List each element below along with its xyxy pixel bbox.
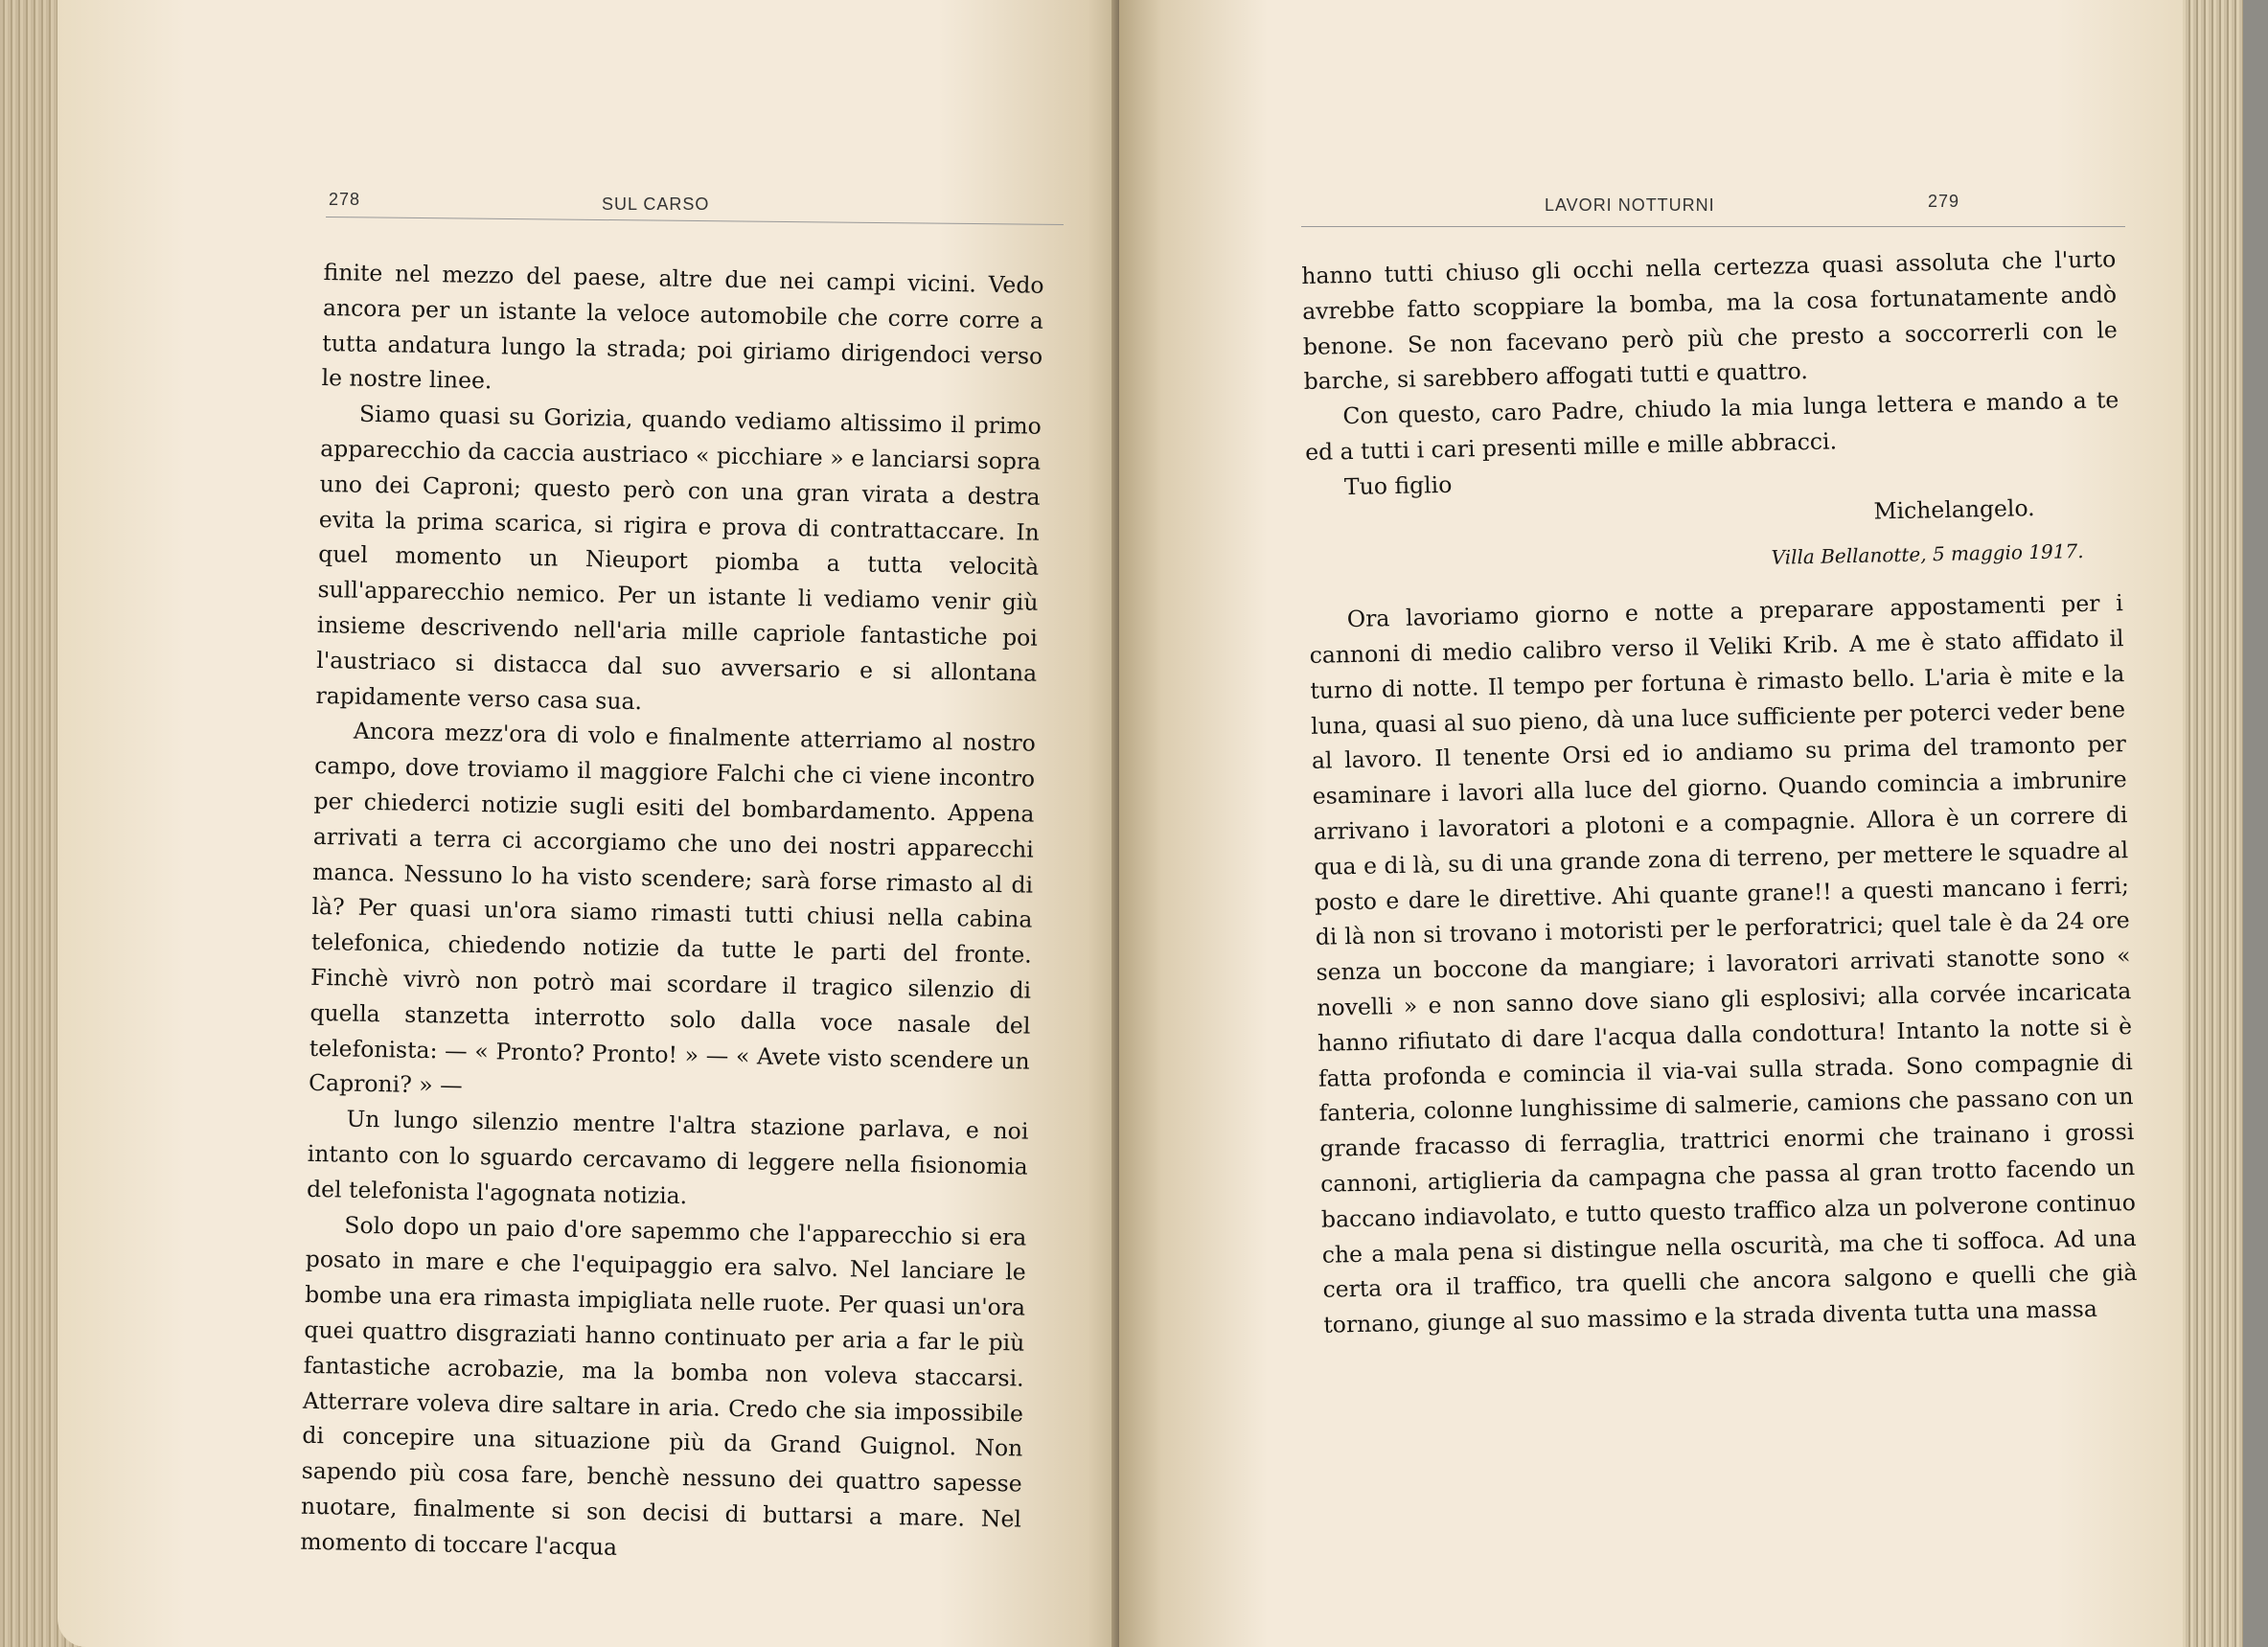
paragraph: Con questo, caro Padre, chiudo la mia lunga lettera e mando a te ed a tutti i cari presenti mille e mille abbracci. [1304, 386, 2119, 466]
left-page [57, 0, 1131, 1647]
right-running-head: LAVORI NOTTURNI [1545, 195, 1715, 215]
signature: Michelangelo. [1873, 493, 2035, 525]
left-page-number: 278 [329, 190, 361, 209]
left-running-head: SUL CARSO [602, 194, 710, 214]
paragraph: Ancora mezz'ora di volo e finalmente atterriamo al nostro campo, dove troviamo il maggiore Falchi che ci viene incontro per chiederci notizie sugli esiti del bombardamento. Appena arrivati a terra ci accorgiamo che uno dei nostri apparecchi manca. Nessuno lo ha visto scendere; sarà forse rimasto al di là? Per quasi un'ora siamo rimasti tutti chiusi nella cabina telefonica, chiedendo notizie da tutte le parti del fronte. Finchè vivrò non potrò mai scordare il tragico silenzio di quella stanzetta interrotto solo dalla voce nasale del telefonista: — « Pronto? Pronto! » — « Avete visto scendere un Caproni? » — [308, 718, 1037, 1100]
paragraph: hanno tutti chiuso gli occhi nella certezza quasi assoluta che l'urto avrebbe fatto scoppiare la bomba, ma la cosa fortunatamente andò benone. Se non facevano però più che presto a soccorrerli con le barche, si sarebbero affogati tutti e quattro. [1301, 245, 2119, 396]
right-body-text [1301, 241, 2139, 1342]
right-page [1119, 0, 2183, 1647]
paragraph: Ora lavoriamo giorno e notte a preparare appostamenti per i cannoni di medio calibro verso il Veliki Krib. A me è stato affidato il turno di notte. Il tempo per fortuna è rimasto bello. L'aria è mite e la luna, quasi al suo pieno, dà una luce sufficiente per poterci veder bene al lavoro. Il tenente Orsi ed io andiamo su prima del tramonto per esaminare i lavori alla luce del giorno. Quando comincia a imbrunire arrivano i lavoratori a plotoni e a compagnie. Allora è un correre di qua e di là, su di una grande zona di terreno, per mettere le squadre al posto e dare le direttive. Ahi quante grane!! a questi mancano i ferri; di là non si trovano i motoristi per le perforatrici; quel tale è da 24 ore senza un boccone da mangiare; i lavoratori arrivati stanotte sono « novelli » e non sanno dove siano gli esplosivi; alla corvée incaricata hanno rifiutato di dare l'acqua dalla condottura! Intanto la notte si è fatta profonda e comincia il via-vai sulla strada. Sono compagnie di fanteria, colonne lunghissime di salmerie, camions che passano con un grande fracasso di ferraglia, trattrici enormi che trainano i grossi cannoni, artiglieria da campagna che passa al gran trotto facendo un baccano indiavolato, e tutto questo traffico alza un polverone continuo che a mala pena si distingue nella oscurità, ma che ti soffoca. Ad una certa ora il traffico, tra quelli che ancora salgono e quelli che già tornano, giunge al suo massimo e la strada diventa tutta una massa [1309, 589, 2138, 1338]
right-head-rule [1301, 226, 2125, 227]
paragraph: Solo dopo un paio d'ore sapemmo che l'apparecchio si era posato in mare e che l'equipaggio era salvo. Nel lanciare le bombe una era rimasta impigliata nelle ruote. Per quasi un'ora quei quattro disgraziati hanno continuato per aria a far le più fantastiche acrobazie, ma la bomba non voleva staccarsi. Atterrare voleva dire saltare in aria. Credo che sia impossibile di concepire una situazione più da Grand Guignol. Non sapendo più cosa fare, benchè nessuno dei quattro sapesse nuotare, finalmente si son decisi di buttarsi a mare. Nel momento di toccare l'acqua [300, 1211, 1027, 1561]
right-page-number: 279 [1928, 192, 1960, 211]
closing: Tuo figlio [1343, 470, 1453, 500]
paragraph: finite nel mezzo del paese, altre due nei campi vicini. Vedo ancora per un istante la veloce automobile che corre corre a tutta andatura lungo la strada; poi giriamo dirigendoci verso le nostre linee. [321, 258, 1044, 395]
left-head-rule [326, 217, 1064, 225]
dateline: Villa Bellanotte, 5 maggio 1917. [1771, 539, 2084, 570]
paragraph: Siamo quasi su Gorizia, quando vediamo altissimo il primo apparecchio da caccia austriaco « picchiare » e lanciarsi sopra uno dei Caproni; questo però con una gran virata a destra evita la prima scarica, si rigira e prova di contrattaccare. In quel momento un Nieuport piomba a tutta velocità sull'apparecchio nemico. Per un istante li vediamo venir giù insieme descrivendo nell'aria mille capriole fantastiche poi l'austriaco si distacca dal suo avversario e si allontana rapidamente verso casa sua. [315, 400, 1042, 715]
paragraph: Un lungo silenzio mentre l'altra stazione parlava, e noi intanto con lo sguardo cercavamo di leggere nella fisionomia del telefonista l'agognata notizia. [306, 1105, 1029, 1209]
book-cover-cloth [2243, 0, 2268, 1647]
left-body-text [300, 255, 1044, 1572]
